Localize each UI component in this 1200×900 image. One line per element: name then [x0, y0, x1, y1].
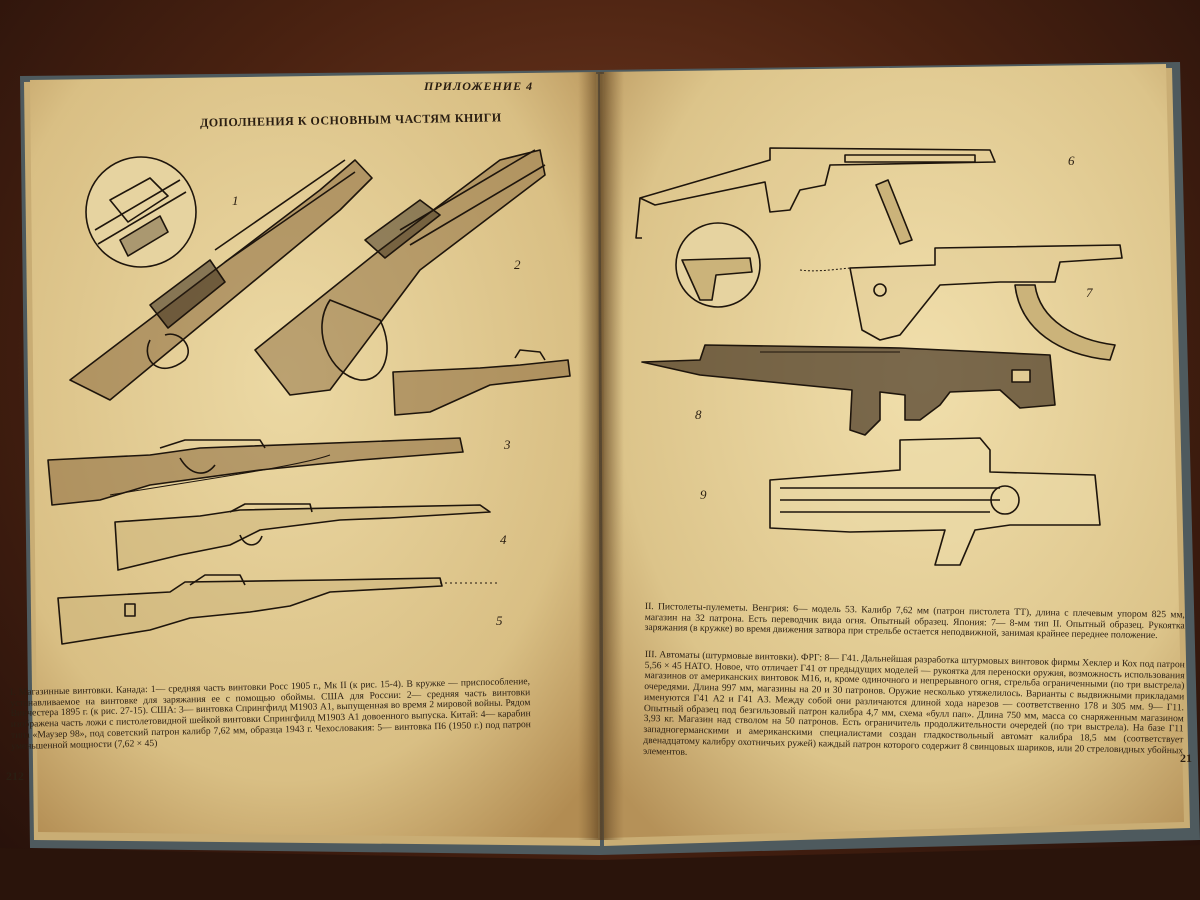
running-header: ПРИЛОЖЕНИЕ 4 — [424, 79, 534, 93]
figure-number-7: 7 — [1086, 285, 1093, 300]
page-number-right: 21 — [1180, 751, 1192, 765]
figure-number-8: 8 — [695, 407, 702, 422]
right-caption-smg: II. Пистолеты-пулеметы. Венгрия: 6— модель 53. Калибр 7,62 мм (патрон пистолета ТТ), длина с плечевым упором 825 мм, магазин на 32 патрона. Есть переводчик вида огня. Опытный образец. Япония: 7— 8-мм тип II. Опытный образец. Рукоятка заряжания (в кружке) во время движения затвора при стрельбе остается неподвижной, занимая крайнее переднее положение. — [644, 601, 1185, 642]
fig7-inset-circle — [676, 223, 760, 307]
figure-number-2: 2 — [514, 257, 521, 272]
figure-number-1: 1 — [232, 193, 239, 208]
fig4-mauser-carbine — [115, 504, 490, 570]
fig6-smg-model53 — [636, 148, 995, 244]
right-caption-assault-rifles: III. Автоматы (штурмовые винтовки). ФРГ: 8— Г41. Дальнейшая разработка штурмовых винтовок фирмы Хеклер и Кох под патрон 5,56 × 45 НАТО. Новое, что отличает Г41 от предыдущих моделей — рукоятка для переноски оружия, возможность использования магазинов от американских винтовок М16, и, кроме одиночного и непрерывного огня, стрельба ограниченными (по три выстрела) очередями. Длина 997 мм, магазины на 20 и 30 патронов. Оружие несколько утяжелилось. Варианты с выдвижными прикладами именуются Г41 А2 и Г41 А3. Между собой они различаются длиной хода нарезов — соответственно 178 и 305 мм. 9— Г11. Опытный образец под безгильзовый патрон калибра 4,7 мм, схема «булл пап». Длина 750 мм, масса со снаряженным магазином 3,93 кг. Магазин над стволом на 50 патронов. Есть ограничитель продолжительности очередей (по три выстрела). На базе Г11 западногерманскими и американскими специалистами создан гладкоствольный автомат калибра 18,5 мм (соответствует двенадцатому калибру охотничьих ружей) каждый патрон которого содержит 8 свинцовых шариков, или 20 стреловидных убойных элементов. — [642, 649, 1185, 758]
left-caption: I. Магазинные винтовки. Канада: 1— средняя часть винтовки Росс 1905 г., Мк II (к рис. 15-4). В кружке — приспособление, устанавливаемое на винтовке для заряжания ее с помощью обоймы. США для России: 2— средняя часть винтовки Винчестера 1895 г. (к рис. 27-15). США: 3— винтовка Спрингфилд М1903 А1, выпущенная во время 2 мировой войны. Рядом изображена часть ложи с пистолетовидной шейкой винтовки Спрингфилд М1903 А1 довоенного выпуска. Китай: 4— карабин типа «Маузер 98», под советский патрон калибр 7,62 мм, образца 1943 г. Чехословакия: 5— винтовка П6 (1950 г.) под патрон уменьшенной мощности (7,62 × 45) — [9, 676, 531, 752]
page-number-left: 212 — [6, 769, 24, 783]
fig5-vz52-rifle — [58, 575, 500, 644]
figure-number-6: 6 — [1068, 153, 1075, 168]
fig2-winchester — [255, 150, 545, 395]
fig3-springfield — [48, 438, 463, 505]
fig8-g41-rifle — [642, 345, 1055, 435]
fig1-inset-circle — [86, 157, 196, 267]
figure-number-3: 3 — [504, 437, 511, 452]
fig9-g11-rifle — [770, 438, 1100, 565]
figure-number-4: 4 — [500, 532, 507, 547]
figure-number-9: 9 — [700, 487, 707, 502]
figure-number-5: 5 — [496, 613, 503, 628]
fig2-stock-detail — [393, 350, 570, 415]
fig7-smg-type2 — [800, 245, 1122, 360]
section-title: ДОПОЛНЕНИЯ К ОСНОВНЫМ ЧАСТЯМ КНИГИ — [199, 110, 502, 130]
